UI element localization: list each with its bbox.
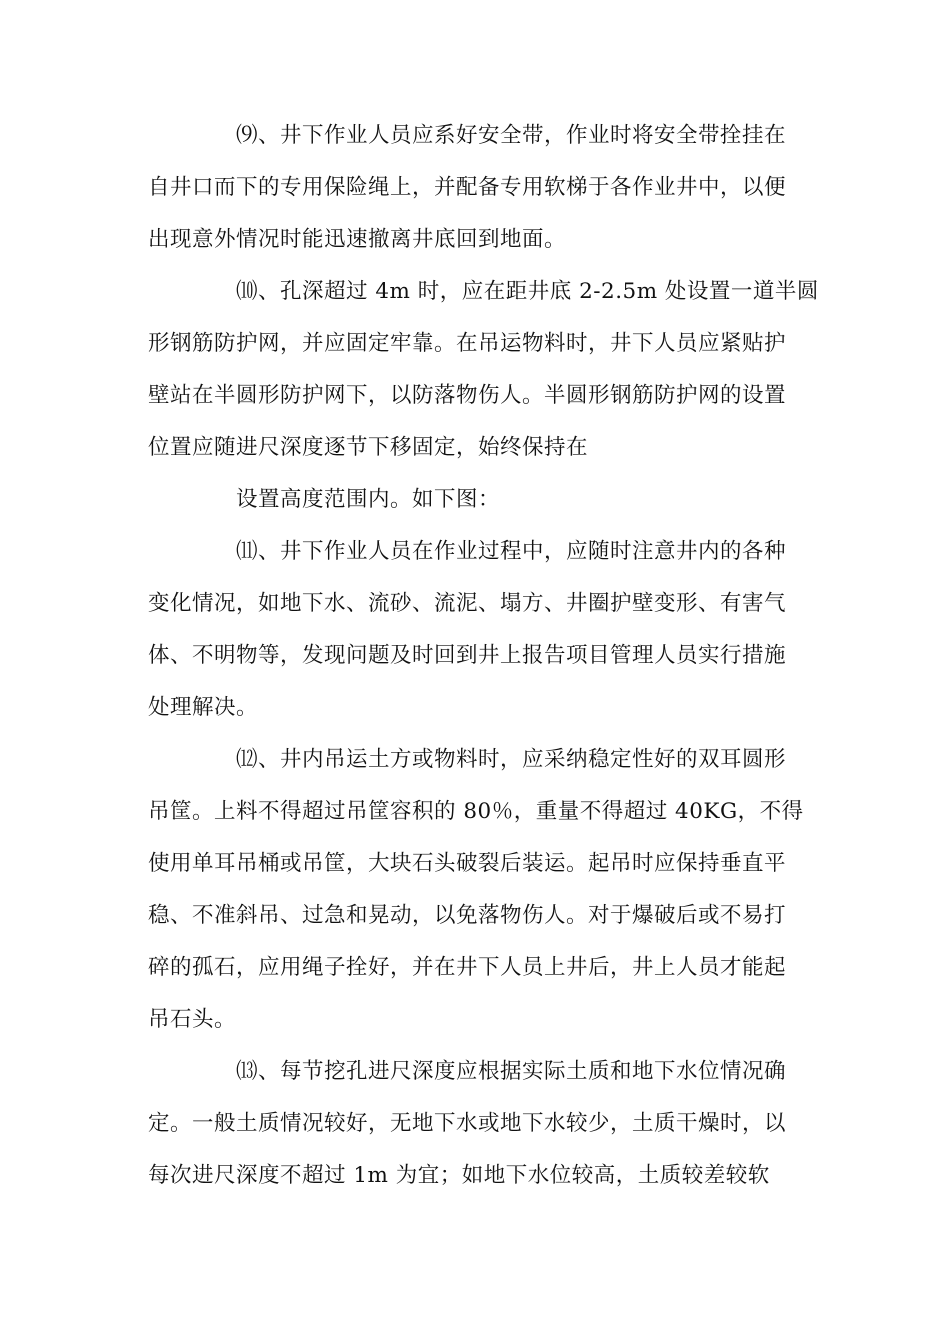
paragraph-12-line-4: 稳、不准斜吊、过急和晃动，以免落物伤人。对于爆破后或不易打 bbox=[148, 903, 787, 928]
paragraph-13-line-3: 每次进尺深度不超过 1m 为宜；如地下水位较高，土质较差较软 bbox=[148, 1163, 770, 1188]
paragraph-12-line-3: 使用单耳吊桶或吊筐，大块石头破裂后装运。起吊时应保持垂直平 bbox=[148, 851, 787, 876]
paragraph-9-line-2: 自井口而下的专用保险绳上，并配备专用软梯于各作业井中，以便 bbox=[148, 175, 787, 200]
paragraph-10-line-2: 形钢筋防护网，并应固定牢靠。在吊运物料时，井下人员应紧贴护 bbox=[148, 331, 787, 356]
paragraph-11-line-1: ⑾、井下作业人员在作业过程中，应随时注意井内的各种 bbox=[236, 539, 787, 564]
paragraph-10-line-4: 位置应随进尺深度逐节下移固定，始终保持在 bbox=[148, 435, 589, 460]
paragraph-12-line-5: 碎的孤石，应用绳子拴好，并在井下人员上井后，井上人员才能起 bbox=[148, 955, 787, 980]
paragraph-12-line-2: 吊筐。上料不得超过吊筐容积的 80％，重量不得超过 40KG，不得 bbox=[148, 799, 804, 824]
paragraph-10-line-1: ⑽、孔深超过 4m 时，应在距井底 2-2.5m 处设置一道半圆 bbox=[236, 279, 819, 304]
paragraph-12-line-6: 吊石头。 bbox=[148, 1007, 237, 1032]
paragraph-13-line-1: ⒀、每节挖孔进尺深度应根据实际土质和地下水位情况确 bbox=[236, 1059, 787, 1084]
paragraph-continuation: 设置高度范围内。如下图： bbox=[236, 487, 501, 512]
paragraph-10-line-3: 壁站在半圆形防护网下，以防落物伤人。半圆形钢筋防护网的设置 bbox=[148, 383, 787, 408]
paragraph-9-line-1: ⑼、井下作业人员应系好安全带，作业时将安全带拴挂在 bbox=[236, 123, 787, 148]
paragraph-11-line-3: 体、不明物等，发现问题及时回到井上报告项目管理人员实行措施 bbox=[148, 643, 787, 668]
paragraph-13-line-2: 定。一般土质情况较好，无地下水或地下水较少，土质干燥时，以 bbox=[148, 1111, 787, 1136]
paragraph-12-line-1: ⑿、井内吊运土方或物料时，应采纳稳定性好的双耳圆形 bbox=[236, 747, 787, 772]
paragraph-11-line-2: 变化情况，如地下水、流砂、流泥、塌方、井圈护壁变形、有害气 bbox=[148, 591, 787, 616]
paragraph-9-line-3: 出现意外情况时能迅速撤离井底回到地面。 bbox=[148, 227, 567, 252]
paragraph-11-line-4: 处理解决。 bbox=[148, 695, 259, 720]
